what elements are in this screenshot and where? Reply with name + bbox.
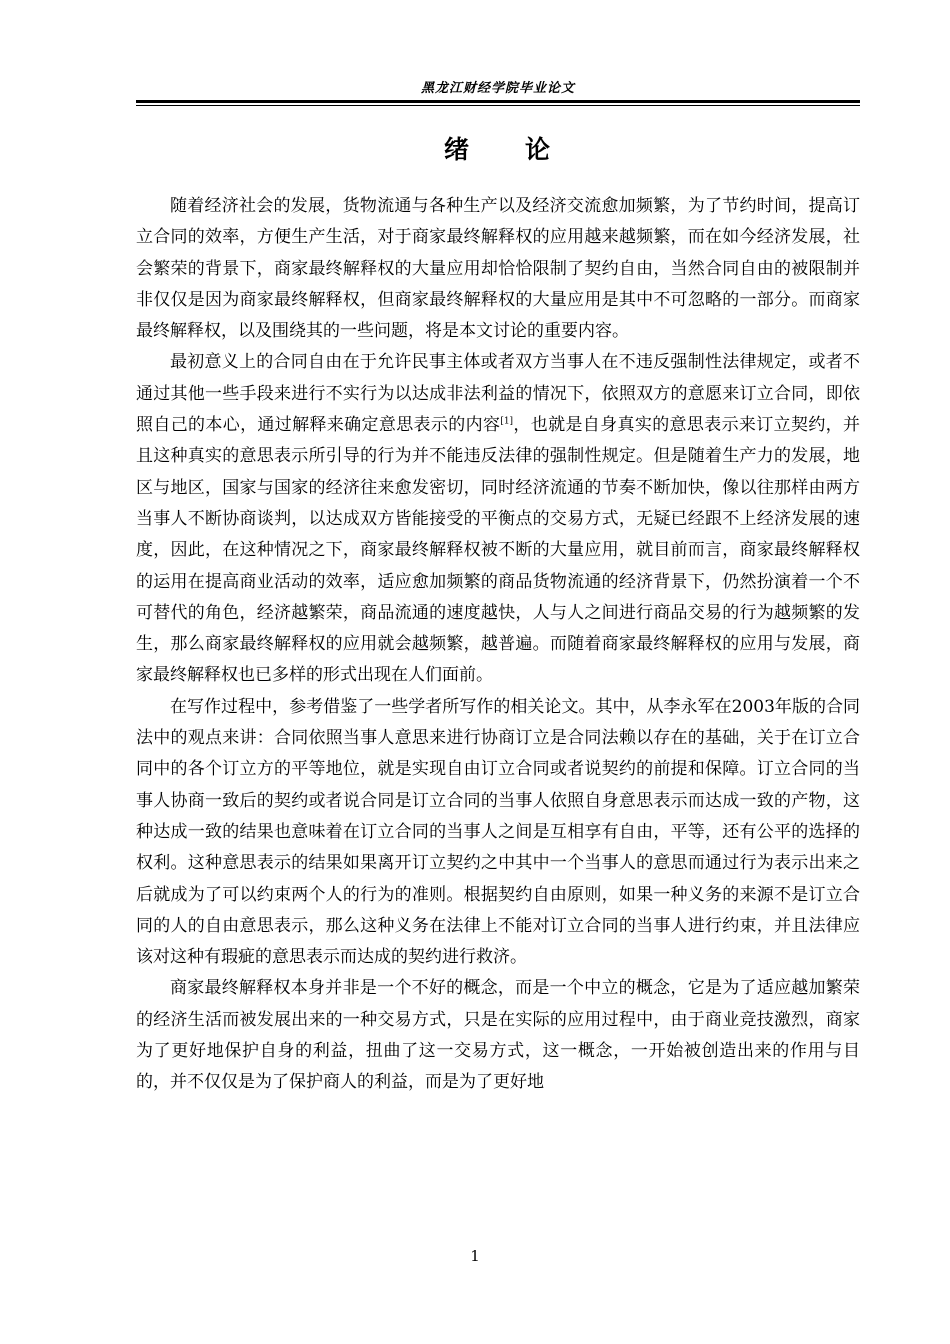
paragraph-3: 在写作过程中，参考借鉴了一些学者所写作的相关论文。其中，从李永军在2003年版的合同法中的观点来讲：合同依照当事人意思来进行协商订立是合同法赖以存在的基础，关于在订立合同中的各个订立方的平等地位，就是实现自由订立合同或者说契约的前提和保障。订立合同的当事人协商一致后的契约或者说合同是订立合同的当事人依照自身意思表示而达成一致的产物，这种达成一致的结果也意味着在订立合同的当事人之间是互相享有自由，平等，还有公平的选择的权利。这种意思表示的结果如果离开订立契约之中其中一个当事人的意思而通过行为表示出来之后就成为了可以约束两个人的行为的准则。根据契约自由原则，如果一种义务的来源不是订立合同的人的自由意思表示，那么这种义务在法律上不能对订立合同的当事人进行约束，并且法律应该对这种有瑕疵的意思表示而达成的契约进行救济。 [136, 696, 860, 968]
page-number: 1 [470, 1247, 480, 1265]
citation-1: [1] [500, 416, 514, 427]
header-rule-thin [136, 105, 860, 106]
section-title: 绪 论 [443, 135, 552, 164]
running-header: 黑龙江财经学院毕业论文 [420, 81, 575, 96]
paragraph-2-part-2: ，也就是自身真实的意思表示来订立契约，并且这种真实的意思表示所引导的行为并不能违反法律的强制性规定。但是随着生产力的发展，地区与地区，国家与国家的经济往来愈发密切，同时经济流通的节奏不断加快，像以往那样由两方当事人不断协商谈判，以达成双方皆能接受的平衡点的交易方式，无疑已经跟不上经济发展的速度，因此，在这种情况之下，商家最终解释权被不断的大量应用，就目前而言，商家最终解释权的运用在提高商业活动的效率，适应愈加频繁的商品货物流通的经济背景下，仍然扮演着一个不可替代的角色，经济越繁荣，商品流通的速度越快，人与人之间进行商品交易的行为越频繁的发生，那么商家最终解释权的应用就会越频繁，越普遍。而随着商家最终解释权的应用与发展，商家最终解释权也已多样的形式出现在人们面前。 [136, 415, 861, 686]
paragraph-2-part-1: 最初意义上的合同自由在于允许民事主体或者双方当事人在不违反强制性法律规定，或者不通过其他一些手段来进行不实行为以达成非法利益的情况下，依照双方的意愿来订立合同，即依照自己的本心，通过解释来确定意思表示的内容 [136, 352, 860, 436]
paragraph-2 [136, 347, 860, 691]
header-rule-thick [136, 100, 860, 103]
body-text [136, 191, 860, 1099]
paragraph-1: 随着经济社会的发展，货物流通与各种生产以及经济交流愈加频繁，为了节约时间，提高订立合同的效率，方便生产生活，对于商家最终解释权的应用越来越频繁，而在如今经济发展，社会繁荣的背景下，商家最终解释权的大量应用却恰恰限制了契约自由，当然合同自由的被限制并非仅仅是因为商家最终解释权，但商家最终解释权的大量应用是其中不可忽略的一部分。而商家最终解释权，以及围绕其的一些问题，将是本文讨论的重要内容。 [136, 196, 860, 342]
paragraph-4: 商家最终解释权本身并非是一个不好的概念，而是一个中立的概念，它是为了适应越加繁荣的经济生活而被发展出来的一种交易方式，只是在实际的应用过程中，由于商业竞技激烈，商家为了更好地保护自身的利益，扭曲了这一交易方式，这一概念，一开始被创造出来的作用与目的，并不仅仅是为了保护商人的利益，而是为了更好地 [136, 978, 860, 1093]
